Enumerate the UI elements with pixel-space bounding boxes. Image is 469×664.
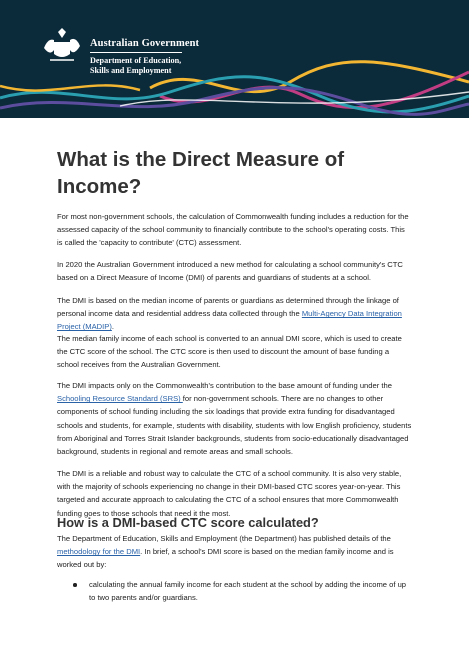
dept-line-1: Department of Education, [90,56,182,65]
logo-divider [90,52,182,53]
paragraph-dmi-impact: The DMI impacts only on the Commonwealth's contribution to the base amount of funding under the Schooling Resource Standard (SRS) for non-government schools. There are no changes to other components of school funding including the six loadings that provide extra funding for disadvantaged schools and students, for example, students with disability, students with low English proficiency, students from Aboriginal and Torres Strait Islander backgrounds, students from socio-educationally disadvantaged background, students in regional and remote areas and small schools. [57,381,412,457]
coat-of-arms-icon [40,24,84,68]
paragraph-dmi-basis: The DMI is based on the median income of parents or guardians as determined through the linkage of personal income data and residential address data collected through the Multi-Agency Data Integration Project (MADIP). [57,296,402,332]
list-item [57,578,412,604]
paragraph-ctc-intro: For most non-government schools, the calculation of Commonwealth funding includes a reduction for the assessed capacity of the school community to financially contribute to the school's operating costs. This is called the 'capacity to contribute' (CTC) assessment. [57,212,409,248]
list-item-text: calculating the annual family income for each student at the school by adding the income of up to two parents and/or guardians. [89,580,407,603]
header-banner [0,0,469,118]
methodology-link[interactable]: methodology for the DMI [57,547,141,557]
madip-link[interactable]: Multi-Agency Data Integration Project (MADIP) [57,309,402,332]
document-body [57,146,412,603]
paragraph-methodology: The Department of Education, Skills and Employment (the Department) has published details of the methodology for the DMI. In brief, a school's DMI score is based on the median family income and is worked out by: [57,534,394,570]
government-logotype [90,38,199,76]
dept-line-2: Skills and Employment [90,66,172,75]
bullet-icon [73,583,77,587]
page-title: What is the Direct Measure of Income? [57,148,345,198]
wave-yellow-2 [0,85,140,90]
section-heading-calculation: How is a DMI-based CTC score calculated? [57,515,319,530]
srs-link[interactable]: Schooling Resource Standard (SRS) [57,394,183,404]
paragraph-dmi-2020: In 2020 the Australian Government introduced a new method for calculating a school community's CTC based on a Direct Measure of Income (DMI) of parents and guardians of students at a school. [57,260,403,283]
paragraph-dmi-reliable: The DMI is a reliable and robust way to calculate the CTC of a school community. It is also very stable, with the majority of schools experiencing no change in their DMI-based CTC scores year-on-year. This targeted and accurate approach to calculating the CTC of a school ensures that more Commonwealth funding goes to those schools that need it the most. [57,469,402,518]
paragraph-dmi-score: The median family income of each school is converted to an annual DMI score, which is used to create the CTC score of the school. The CTC score is then used to discount the amount of base funding a school receives from the Australian Government. [57,334,402,370]
wave-magenta [160,72,469,108]
gov-name: Australian Government [90,38,200,49]
